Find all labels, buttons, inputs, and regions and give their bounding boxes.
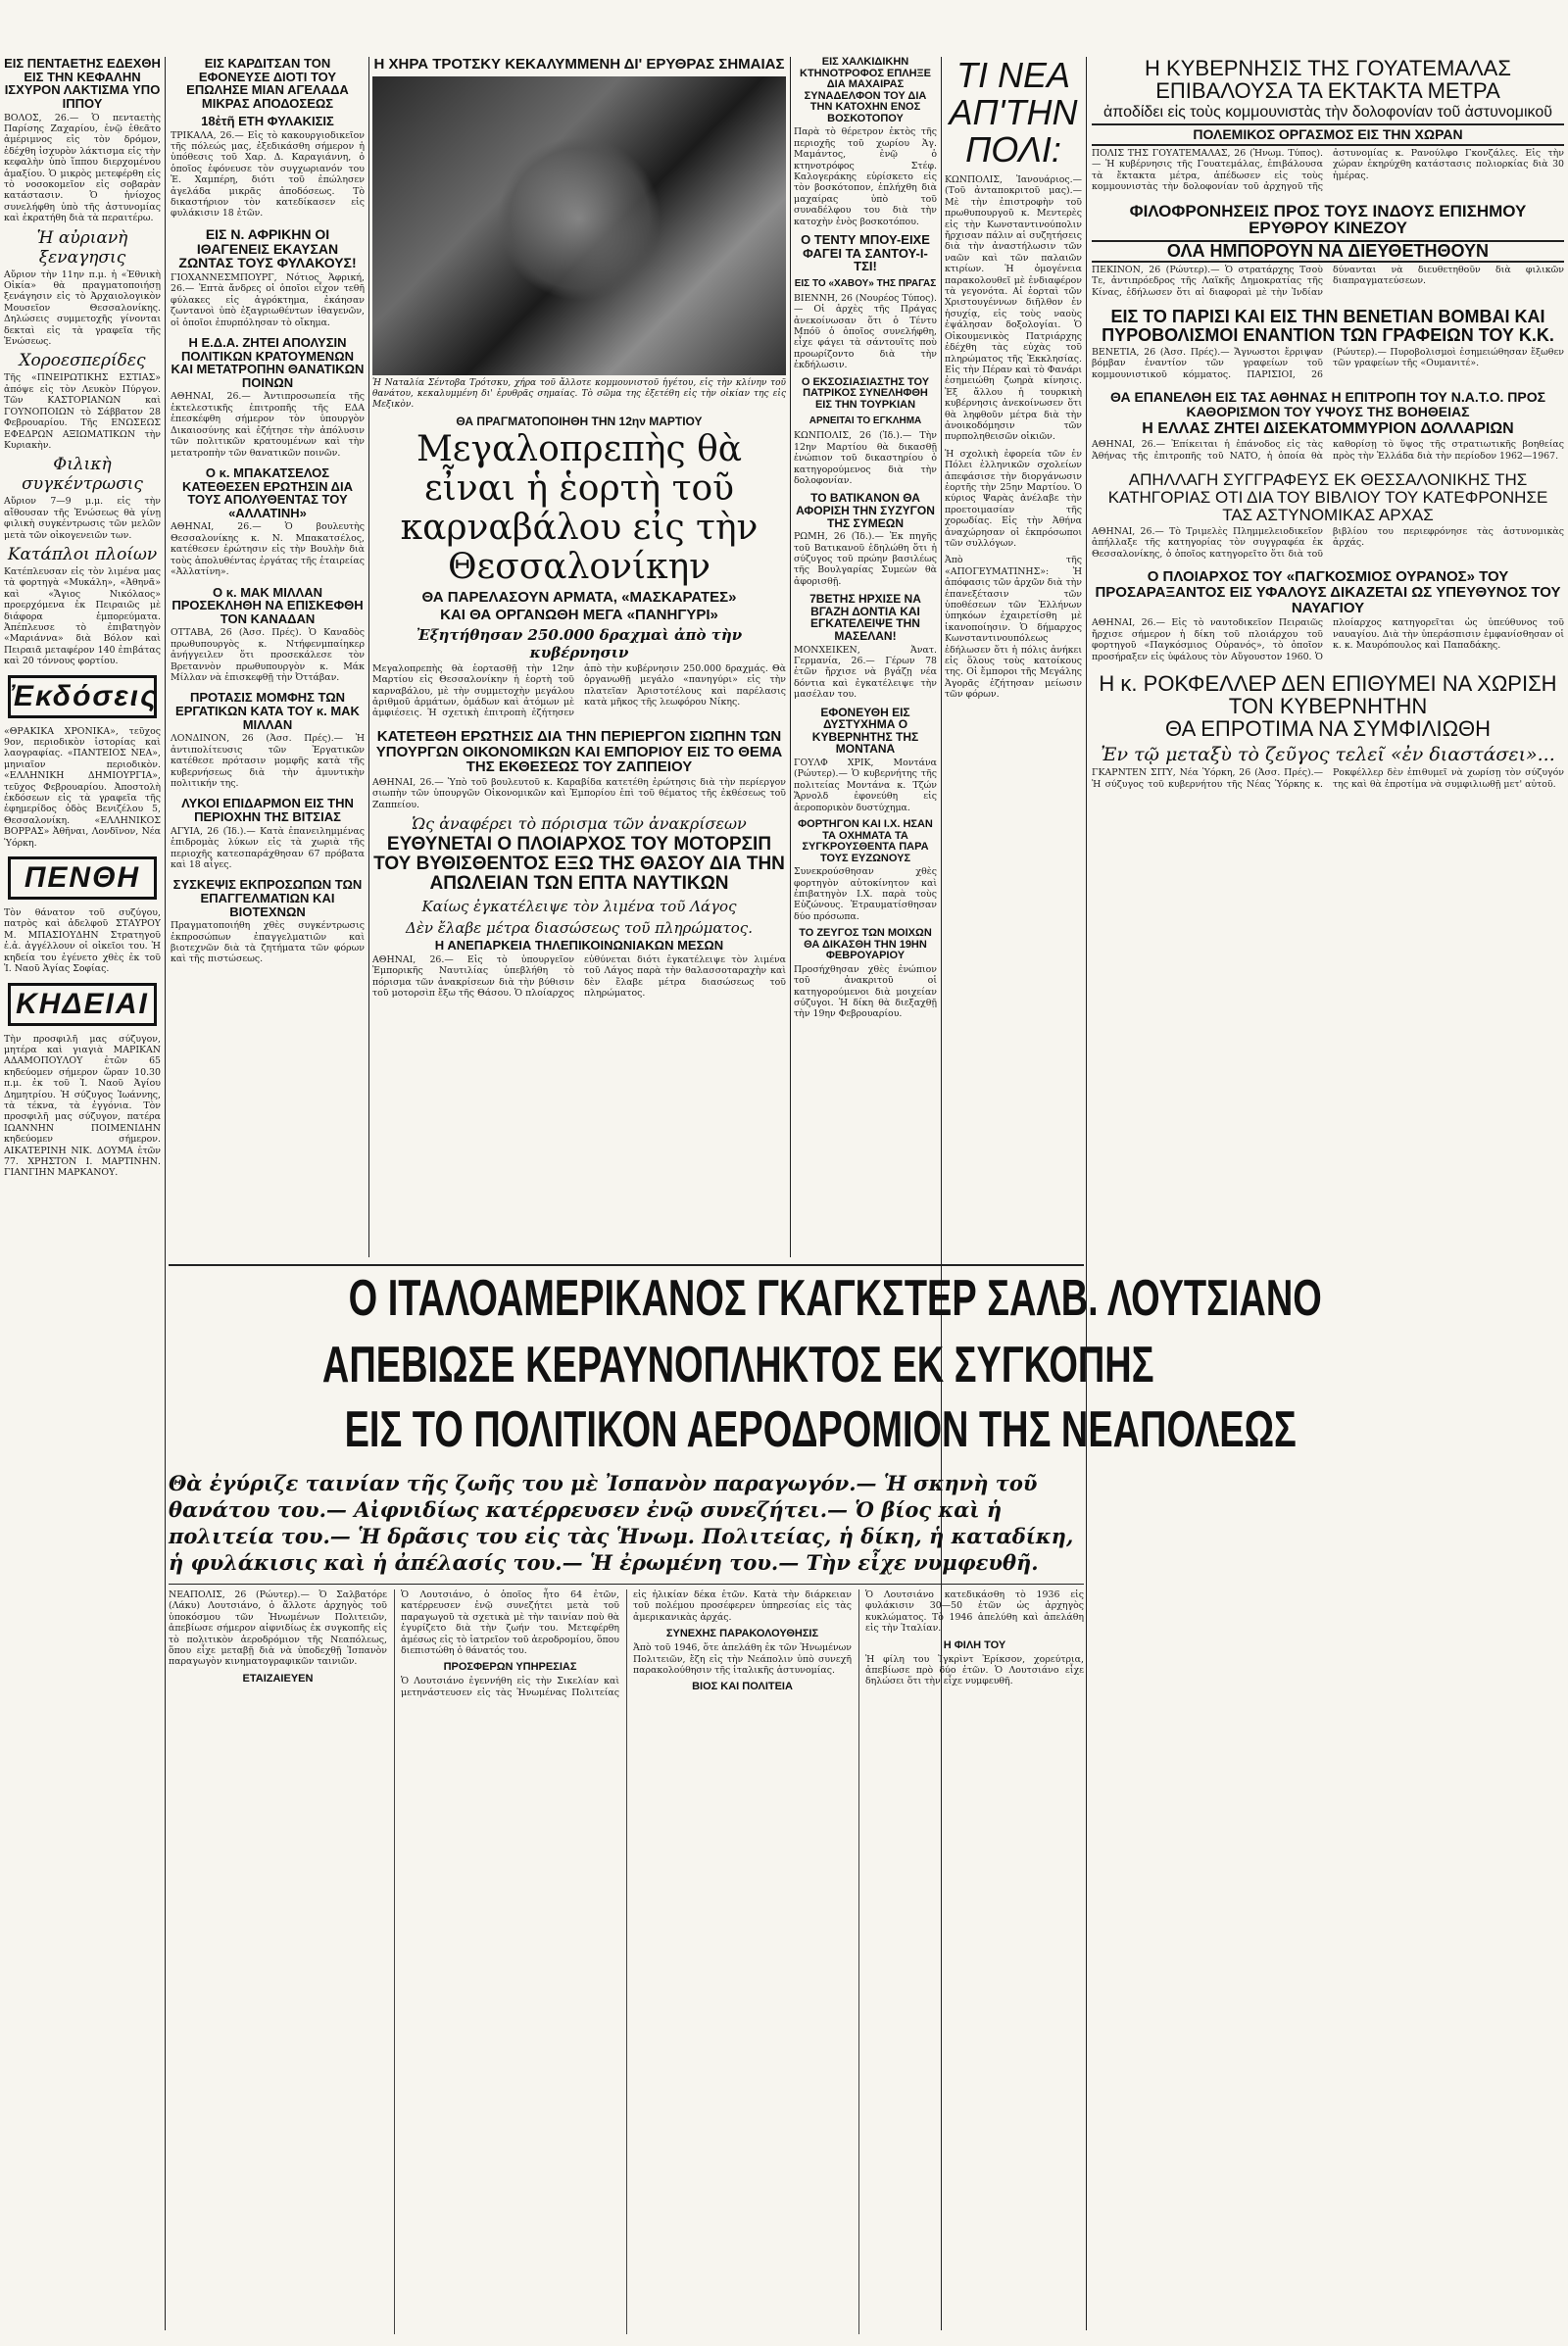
column-rule <box>790 57 791 1257</box>
col1-text-4: Αὔριον 7—9 μ.μ. εἰς τὴν αἴθουσαν τῆς Ἑνώσεως θὰ γίνῃ φιλικὴ συγκέντρωσις τῶν μελῶν μετὰ τῶν οἰκογενειῶν των. <box>4 496 161 541</box>
col1-section-1: Ἡ αὐριανὴ ξεναγησις <box>36 227 128 268</box>
column-5 <box>945 57 1082 701</box>
lead-dek-rule <box>169 1584 1084 1585</box>
column-4 <box>794 57 937 1020</box>
col1-text-5: Κατέπλευσαν εἰς τὸν λιμένα μας τὰ φορτηγὰ «Μυκάλη», «Ἀθηνᾶ» καὶ «Ἄγιος Νικόλαος» προερχόμενα ἐκ Πειραιῶς μὲ διάφορα ἐμπορεύματα. Ἀπέπλευσε τὸ ἐπιβατηγὸν «Μαριάννα» διὰ Βόλον καὶ Πειραιᾶ μεταφέρον 140 ἐπιβάτας καὶ 20 τόννους φορτίου. <box>4 565 161 667</box>
col2-text-2: ΓΙΟΧΑΝΝΕΣΜΠΟΥΡΓ, Νότιος Ἀφρική, 26.— Ἐπτὰ ἄνδρες οἱ ὁποῖοι εἶχον τεθῆ φύλακες εἰς ἀγρόκτημα, ἐκάησαν ζωντανοὶ ὑπὸ ἐξαγριωθέντων ἰθαγενῶν, οἱ ὁποῖοι ἐπυρπόλησαν τὸ οἴκημα. <box>171 271 365 328</box>
lead-headline-2-text: ΑΠΕΒΙΩΣΕ ΚΕΡΑΥΝΟΠΛΗΚΤΟΣ ΕΚ ΣΥΓΚΟΠΗΣ <box>321 1337 1154 1393</box>
col4-headline-4: ΤΟ ΒΑΤΙΚΑΝΟΝ ΘΑ ΑΦΟΡΙΣΗ ΤΗΝ ΣΥΖΥΓΟΝ ΤΗΣ ΣΥΜΕΩΝ <box>796 491 935 530</box>
col4-headline-5: 7ΒΕΤΗΣ ΗΡΧΙΣΕ ΝΑ ΒΓΑΖΗ ΔΟΝΤΙΑ ΚΑΙ ΕΓΚΑΤΕΛΕΙΨΕ ΤΗΝ ΜΑΣΕΛΑΝ! <box>809 592 921 643</box>
guatemala-subhead: ΠΟΛΕΜΙΚΟΣ ΟΡΓΑΣΜΟΣ ΕΙΣ ΤΗΝ ΧΩΡΑΝ <box>1092 123 1564 146</box>
rockefeller-sub: Ἐν τῷ μεταξὺ τὸ ζεῦγος τελεῖ «ἐν διαστάσει»... <box>1101 744 1555 766</box>
captain-text: ΑΘΗΝΑΙ, 26.— Εἰς τὸ ναυτοδικεῖον Πειραιῶς ἤρχισε σήμερον ἡ δίκη τοῦ πλοιάρχου τοῦ φορτηγοῦ «Παγκόσμιος Οὐρανός», τὸ ὁποῖον προσήραξεν εἰς ὑφάλους τὸν Αὔγουστον 1960. Ὁ πλοίαρχος κατηγορεῖται ὡς ὑπεύθυνος τοῦ ναυαγίου. Διὰ τὴν ὑπεράσπισιν ἐμφανίσθησαν οἱ κ. κ. Μαυρόπουλος καὶ Παπαδάκης. <box>1092 617 1564 662</box>
india-headline: ΦΙΛΟΦΡΟΝΗΣΕΙΣ ΠΡΟΣ ΤΟΥΣ ΙΝΔΟΥΣ ΕΠΙΣΗΜΟΥ ΕΡΥΘΡΟΥ ΚΙΝΕΖΟΥ <box>1129 201 1527 238</box>
author-headline: ΑΠΗΛΛΑΓΗ ΣΥΓΓΡΑΦΕΥΣ ΕΚ ΘΕΣΣΑΛΟΝΙΚΗΣ ΤΗΣ ΚΑΤΗΓΟΡΙΑΣ ΟΤΙ ΔΙΑ ΤΟΥ ΒΙΒΛΙΟΥ ΤΟΥ ΚΑΤΕΦΡΟΝΗΣΕ ΤΑΣ ΑΣΤΥΝΟΜΙΚΑΣ ΑΡΧΑΣ <box>1107 470 1548 524</box>
column-6 <box>1092 57 1564 790</box>
col1-section-2: Χοροεσπερίδες <box>19 351 146 371</box>
lead-text-5: Ὁ Λουτσιάνο κατεδικάσθη τὸ 1936 εἰς φυλάκισιν 30—50 ἐτῶν ὡς ἀρχηγὸς κυκλώματος. Τὸ 1946 ἀπελύθη καὶ ἀπελάθη εἰς τὴν Ἰταλίαν. <box>865 1589 1084 1635</box>
lead-text-2: Ὁ Λουτσιάνο, ὁ ὁποῖος ἦτο 64 ἐτῶν, κατέρρευσεν ἐνῷ συνεζήτει μετὰ τοῦ παραγωγοῦ τὰ σχετικὰ μὲ τὴν ταινίαν ποὺ θὰ ἐγυρίζετο διὰ τὴν ζωήν του. Μετεφέρθη ἀμέσως εἰς τὸ ἰατρεῖον τοῦ ἀεροδρομίου, ὅπου διεπιστώθη ὁ θάνατός του. <box>401 1589 619 1657</box>
col4-headline-1: ΕΙΣ ΧΑΛΚΙΔΙΚΗΝ ΚΤΗΝΟΤΡΟΦΟΣ ΕΠΛΗΞΕ ΔΙΑ ΜΑΧΑΙΡΑΣ ΣΥΝΑΔΕΛΦΟΝ ΤΟΥ ΔΙΑ ΤΗΝ ΚΑΤΟΧΗΝ ΕΝΟΣ ΒΟΣΚΟΤΟΠΟΥ <box>800 56 931 124</box>
carnival-sub-2: ΚΑΙ ΘΑ ΟΡΓΑΝΩΘΗ ΜΕΓΑ «ΠΑΝΗΓΥΡΙ» <box>440 606 718 623</box>
carnival-text: Μεγαλοπρεπὴς θὰ ἑορτασθῇ τὴν 12ην Μαρτίου εἰς Θεσσαλονίκην ἡ ἑορτὴ τοῦ καρναβάλου, μὲ τὴν συμμετοχὴν μεγάλου ἀριθμοῦ ἁρμάτων, ὁμάδων καὶ ἀτόμων μὲ ἀμφιέσεις. Ἡ σχετικὴ ἐπιτροπὴ ἐζήτησεν ἀπὸ τὴν κυβέρνησιν 250.000 δραχμάς. Θὰ ὀργανωθῇ μεγάλο «πανηγύρι» εἰς τὴν πλατεῖαν Ἀριστοτέλους καὶ παρέλασις κατὰ μῆκος τῆς λεωφόρου Νίκης. <box>372 662 786 719</box>
ship-sub-2: Δὲν ἔλαβε μέτρα διασώσεως τοῦ πληρώματος. <box>406 919 753 938</box>
nato-subhead: Η ΕΛΛΑΣ ΖΗΤΕΙ ΔΙΣΕΚΑΤΟΜΜΥΡΙΟΝ ΔΟΛΛΑΡΙΩΝ <box>1142 419 1514 437</box>
carnival-sub-1: ΘΑ ΠΑΡΕΛΑΣΟΥΝ ΑΡΜΑΤΑ, «ΜΑΣΚΑΡΑΤΕΣ» <box>421 588 737 606</box>
col1-headline-1: ΕΙΣ ΠΕΝΤΑΕΤΗΣ ΕΔΕΧΘΗ ΕΙΣ ΤΗΝ ΚΕΦΑΛΗΝ ΙΣΧΥΡΟΝ ΛΑΚΤΙΣΜΑ ΥΠΟ ΙΠΠΟΥ <box>4 56 161 111</box>
india-subhead: ΟΛΑ ΗΜΠΟΡΟΥΝ ΝΑ ΔΙΕΥΘΕΤΗΘΟΥΝ <box>1092 240 1564 263</box>
col1-text-1: ΒΟΛΟΣ, 26.— Ὁ πενταετὴς Παρίσης Ζαχαρίου, ἐνῷ ἐθεᾶτο ἀμέριμνος εἰς τὸν δρόμον, ἐδέχθη ἰσχυρὸν λάκτισμα εἰς τὴν κεφαλὴν ὑπὸ ἵππου διερχομένου ἁμαξίου. Ὁ μικρὸς μετεφέρθη εἰς τὸ νοσοκομεῖον εἰς σοβαρὰν κατάστασιν. Ὁ ἡνίοχος συνελήφθη ὑπὸ τῆς ἀστυνομίας καὶ ἐκρατήθη διὰ τὰ περαιτέρω. <box>4 112 161 224</box>
col2-headline-7: ΛΥΚΟΙ ΕΠΙΔΑΡΜΟΝ ΕΙΣ ΤΗΝ ΠΕΡΙΟΧΗΝ ΤΗΣ ΒΙΤΣΙΑΣ <box>181 796 354 825</box>
col4-headline-6: ΕΦΟΝΕΥΘΗ ΕΙΣ ΔΥΣΤΥΧΗΜΑ Ο ΚΥΒΕΡΝΗΤΗΣ ΤΗΣ ΜΟΝΤΑΝΑ <box>811 705 919 757</box>
lead-headline-1-text: Ο ΙΤΑΛΟΑΜΕΡΙΚΑΝΟΣ ΓΚΑΓΚΣΤΕΡ ΣΑΛΒ. ΛΟΥΤΣΙΑΝΟ <box>348 1270 1322 1327</box>
carnival-kicker: ΘΑ ΠΡΑΓΜΑΤΟΠΟΙΗΘΗ ΤΗΝ 12ην ΜΑΡΤΙΟΥ <box>456 414 703 428</box>
lead-text-6: Ἡ φίλη του Ἰγκρὶντ Ἐρίκσον, χορεύτρια, ἀπεβίωσε πρὸ δύο ἐτῶν. Ὁ Λουτσιάνο εἶχε δηλώσει ὅτι τὴν εἶχε νυμφευθῆ. <box>865 1653 1084 1687</box>
lead-headline-3-text: ΕΙΣ ΤΟ ΠΟΛΙΤΙΚΟΝ ΑΕΡΟΔΡΟΜΙΟΝ ΤΗΣ ΝΕΑΠΟΛΕΩΣ <box>344 1401 1297 1458</box>
col4-text-1: Παρὰ τὸ θέρετρον ἐκτὸς τῆς περιοχῆς τοῦ χωρίου Ἁγ. Μαμάντος, ἐνῷ ὁ κτηνοτρόφος Στέφ. Καλογεράκης εὑρίσκετο εἰς τὸν βοσκότοπον, ἐπλήχθη διὰ μαχαίρας ὑπὸ τοῦ συναδέλφου του διὰ τὴν κατοχὴν ἑνὸς βοσκοτόπου. <box>794 126 937 227</box>
lead-sub-4: ΣΥΝΕΧΗΣ ΠΑΡΑΚΟΛΟΥΘΗΣΙΣ <box>665 1628 819 1640</box>
col2-text-1: ΤΡΙΚΑΛΑ, 26.— Εἰς τὸ κακουργιοδικεῖον τῆς πόλεώς μας, ἐξεδικάσθη σήμερον ἡ ὑπόθεσις τοῦ Χαρ. Δ. Καραγιάννη, ὁ ὁποῖος ἐφόνευσε τὸν συγχωριανόν του Ἐ. Χαμπέρη, διότι τοῦ ἐπώλησεν ἀγελάδα μικρᾶς ἀποδόσεως. Τὸ δικαστήριον τὸν κατεδίκασεν εἰς φυλάκισιν 18 ἐτῶν. <box>171 129 365 220</box>
funerals-box: ΚΗΔΕΙΑΙ <box>8 983 157 1026</box>
author-text: ΑΘΗΝΑΙ, 26.— Τὸ Τριμελὲς Πλημμελειοδικεῖον ἀπήλλαξε τῆς κατηγορίας τὸν συγγραφέα ἐκ Θεσσαλονίκης, ὁ ὁποῖος κατηγορεῖτο ὅτι διὰ τοῦ βιβλίου του περιεφρόνησε τὰς ἀστυνομικὰς ἀρχάς. <box>1092 525 1564 560</box>
mourning-box: ΠΕΝΘΗ <box>8 856 157 900</box>
ship-text: ΑΘΗΝΑΙ, 26.— Εἰς τὸ ὑπουργεῖον Ἐμπορικῆς Ναυτιλίας ὑπεβλήθη τὸ πόρισμα τῶν ἀνακρίσεων διὰ τὴν βύθισιν τοῦ μοτορσὶπ ἔξω τῆς Θάσου. Ὁ πλοίαρχος εὐθύνεται διότι ἐγκατέλειψε τὸν λιμένα τοῦ Λάγος παρὰ τὴν θαλασσοταραχὴν καὶ δὲν ἔλαβε μέτρα διασώσεως τοῦ πληρώματος. <box>372 953 786 999</box>
bombs-headline: ΕΙΣ ΤΟ ΠΑΡΙΣΙ ΚΑΙ ΕΙΣ ΤΗΝ ΒΕΝΕΤΙΑΝ ΒΟΜΒΑΙ ΚΑΙ ΠΥΡΟΒΟΛΙΣΜΟΙ ΕΝΑΝΤΙΟΝ ΤΩΝ ΓΡΑΦΕΙΩΝ ΤΟΥ Κ.Κ. <box>1102 307 1554 346</box>
india-text: ΠΕΚΙΝΟΝ, 26 (Ρώυτερ).— Ὁ στρατάρχης Τσοὺ Τε, ἀντιπρόεδρος τῆς Λαϊκῆς Δημοκρατίας τῆς Κίνας, ἐδήλωσεν ὅτι αἱ διαφοραὶ μὲ τὴν Ἰνδίαν δύνανται νὰ διευθετηθοῦν διὰ φιλικῶν διαπραγματεύσεων. <box>1092 265 1564 298</box>
ship-kicker: Ὡς ἀναφέρει τὸ πόρισμα τῶν ἀνακρίσεων <box>412 814 747 834</box>
col4-headline-3: Ο ΕΚΣΟΣΙΑΣΙΑΣΤΗΣ ΤΟΥ ΠΑΤΡΙΚΟΣ ΣΥΝΕΛΗΦΘΗ ΕΙΣ ΤΗΝ ΤΟΥΡΚΙΑΝ <box>801 375 930 411</box>
carnival-headline: Μεγαλοπρεπὴς θὰ εἶναι ἡ ἑορτὴ τοῦ καρναβάλου εἰς τὴν Θεσσαλονίκην <box>400 428 759 587</box>
nato-headline: ΘΑ ΕΠΑΝΕΛΘΗ ΕΙΣ ΤΑΣ ΑΘΗΝΑΣ Η ΕΠΙΤΡΟΠΗ ΤΟΥ Ν.Α.Τ.Ο. ΠΡΟΣ ΚΑΘΟΡΙΣΜΟΝ ΤΟΥ ΥΨΟΥΣ ΤΗΣ ΒΟΗΘΕΙΑΣ <box>1109 389 1546 419</box>
lead-headline-2 <box>169 1337 1154 1393</box>
lead-top-rule <box>169 1264 1084 1266</box>
column-2 <box>171 57 365 965</box>
col2-headline-5: Ο κ. ΜΑΚ ΜΙΛΛΑΝ ΠΡΟΣΕΚΛΗΘΗ ΝΑ ΕΠΙΣΚΕΦΘΗ ΤΟΝ ΚΑΝΑΔΑΝ <box>172 584 364 626</box>
col2-text-8: Πραγματοποιήθη χθὲς συγκέντρωσις ἐκπροσώπων ἐπαγγελματιῶν καὶ βιοτεχνῶν διὰ τὰ ζητήματα τῶν φόρων καὶ τῆς πιστώσεως. <box>171 920 365 965</box>
column-rule <box>165 57 166 2330</box>
lead-headline-3 <box>169 1401 1297 1458</box>
lead-sub-3: ΠΡΟΣΦΕΡΩΝ ΥΠΗΡΕΣΙΑΣ <box>443 1661 577 1674</box>
col1-text-3: Τῆς «ΠΝΕΙΡΩΤΙΚΗΣ ΕΣΤΙΑΣ» ἀπόψε εἰς τὸν Λευκὸν Πύργον. Τῶν ΚΑΣΤΟΡΙΑΝΩΝ καὶ ΓΟΥΝΟΠΟΙΩΝ τὸ Σάββατον 28 Φεβρουαρίου. Τῆς ΕΝΩΣΕΩΣ ΕΦΕΔΡΩΝ ΑΞΙΩΜΑΤΙΚΩΝ τὴν Κυριακὴν. <box>4 372 161 451</box>
col2-headline-1: ΕΙΣ ΚΑΡΔΙΤΣΑΝ ΤΟΝ ΕΦΟΝΕΥΣΕ ΔΙΟΤΙ ΤΟΥ ΕΠΩΛΗΣΕ ΜΙΑΝ ΑΓΕΛΑΔΑ ΜΙΚΡΑΣ ΑΠΟΔΟΣΕΩΣ <box>186 56 349 111</box>
ship-headline: ΕΥΘΥΝΕΤΑΙ Ο ΠΛΟΙΑΡΧΟΣ ΤΟΥ ΜΟΤΟΡΣΙΠ ΤΟΥ ΒΥΘΙΣΘΕΝΤΟΣ ΕΞΩ ΤΗΣ ΘΑΣΟΥ ΔΙΑ ΤΗΝ ΑΠΩΛΕΙΑΝ ΤΩΝ ΕΠΤΑ ΝΑΥΤΙΚΩΝ <box>373 834 785 895</box>
col1-section-3: Φιλικὴ συγκέντρωσις <box>22 455 143 495</box>
column-3 <box>372 57 786 999</box>
column-1 <box>4 57 161 1179</box>
lead-text-4: Ἀπὸ τοῦ 1946, ὅτε ἀπελάθη ἐκ τῶν Ἡνωμένων Πολιτειῶν, ἔζη εἰς τὴν Νεάπολιν ὑπὸ συνεχῆ παρακολούθησιν τῆς ἰταλικῆς ἀστυνομίας. <box>633 1642 852 1677</box>
col2-text-6: ΛΟΝΔΙΝΟΝ, 26 (Ἀσσ. Πρές).— Ἡ ἀντιπολίτευσις τῶν Ἐργατικῶν κατέθεσε πρότασιν μομφῆς κατὰ τῆς κυβερνήσεως διὰ τὴν ἀμυντικὴν πολιτικήν της. <box>171 733 365 789</box>
col2-text-7: ΑΓΥΙΑ, 26 (Ἰδ.).— Κατὰ ἐπανειλημμένας ἐπιδρομὰς λύκων εἰς τὰ χωριὰ τῆς περιοχῆς κατεσπαράχθησαν 67 πρόβατα καὶ 18 αἶγες. <box>171 825 365 870</box>
col4-headline-2: Ο ΤΕΝΤΥ ΜΠΟΥ-ΕΙΧΕ ΦΑΓΕΙ ΤΑ ΣΑΝΤΟΥ-Ι-ΤΣΙ! <box>801 231 930 274</box>
zappeion-text: ΑΘΗΝΑΙ, 26.— Ὑπὸ τοῦ βουλευτοῦ κ. Καραβίδα κατετέθη ἐρώτησις διὰ τὴν περίεργον σιωπὴν τῶν ὑπουργῶν Οἰκονομικῶν καὶ Ἐμπορίου ἐπὶ τοῦ θέματος τῆς ἐκθέσεως τοῦ Ζαππείου. <box>372 777 786 810</box>
lead-headline-1 <box>169 1270 1322 1327</box>
col4-headline-8: ΤΟ ΖΕΥΓΟΣ ΤΩΝ ΜΟΙΧΩΝ ΘΑ ΔΙΚΑΣΘΗ ΤΗΝ 19ΗΝ ΦΕΒΡΟΥΑΡΙΟΥ <box>799 927 932 962</box>
ship-sub-1: Καίως ἐγκατέλειψε τὸν λιμένα τοῦ Λάγος <box>421 898 737 916</box>
col4-text-4: ΡΩΜΗ, 26 (Ἰδ.).— Ἐκ πηγῆς τοῦ Βατικανοῦ ἐδηλώθη ὅτι ἡ σύζυγος τοῦ πρώην βασιλέως τῆς Βουλγαρίας Συμεὼν θὰ ἀφορισθῇ. <box>794 531 937 587</box>
column-rule <box>368 57 369 1257</box>
lead-dek: Θὰ ἐγύριζε ταινίαν τῆς ζωῆς του μὲ Ἰσπανὸν παραγωγόν.— Ἡ σκηνὴ τοῦ θανάτου του.— Αἰφνιδίως κατέρρευσεν ἐνῷ συνεζήτει.— Ὁ βίος καὶ ἡ πολιτεία του.— Ἡ δρᾶσις του εἰς τὰς Ἡνωμ. Πολιτείας, ἡ δίκη, ἡ καταδίκη, ἡ φυλάκισις καὶ ἡ ἀπέλασίς του.— Ἡ ἐρωμένη του.— Τὴν εἶχε νυμφευθῆ. <box>169 1471 1074 1575</box>
captain-headline: Ο ΠΛΟΙΑΡΧΟΣ ΤΟΥ «ΠΑΓΚΟΣΜΙΟΣ ΟΥΡΑΝΟΣ» ΤΟΥ ΠΡΟΣΑΡΑΞΑΝΤΟΣ ΕΙΣ ΥΦΑΛΟΥΣ ΔΙΚΑΖΕΤΑΙ ΩΣ ΥΠΕΥΘΥΝΟΣ ΤΟΥ ΝΑΥΑΓΙΟΥ <box>1095 568 1561 616</box>
col4-subhead-3: ΑΡΝΕΙΤΑΙ ΤΟ ΕΓΚΛΗΜΑ <box>808 415 922 427</box>
col2-headline-6: ΠΡΟΤΑΣΙΣ ΜΟΜΦΗΣ ΤΩΝ ΕΡΓΑΤΙΚΩΝ ΚΑΤΑ ΤΟΥ κ. ΜΑΚ ΜΙΛΛΑΝ <box>175 690 360 732</box>
rockefeller-subhead: ΘΑ ΕΠΡΟΤΙΜΑ ΝΑ ΣΥΜΦΙΛΙΩΘΗ <box>1164 716 1492 742</box>
guatemala-sub: ἀποδίδει εἰς τοὺς κομμουνιστὰς τὴν δολοφονίαν τοῦ ἀστυνομικοῦ <box>1103 104 1552 122</box>
col2-headline-4: Ο κ. ΜΠΑΚΑΤΣΕΛΟΣ ΚΑΤΕΘΕΣΕΝ ΕΡΩΤΗΣΙΝ ΔΙΑ ΤΟΥΣ ΑΠΟΛΥΘΕΝΤΑΣ ΤΟΥ «ΑΛΛΑΤΙΝΗ» <box>182 464 353 520</box>
col1-text-7: Τὸν θάνατον τοῦ συζύγου, πατρὸς καὶ ἀδελφοῦ ΣΤΑΥΡΟΥ Μ. ΜΠΑΣΙΟΥΔΗΝ Στρατηγοῦ ἐ.ἀ. ἀγγέλλουν οἱ οἰκεῖοι του. Ἡ κηδεία του ἐγένετο χθὲς ἐκ τοῦ Ἱ. Ναοῦ Ἁγίας Σοφίας. <box>4 907 161 975</box>
lead-body <box>169 1589 1084 2334</box>
trotsky-photo <box>372 76 786 375</box>
carnival-sub-3: Ἐξητήθησαν 250.000 δραχμαὶ ἀπὸ τὴν κυβέρνησιν <box>416 625 743 661</box>
col4-text-5: ΜΟΝΧΕΙΚΕΝ, Ἀνατ. Γερμανία, 26.— Γέρων 78 ἐτῶν ἤρχισε νὰ βγάζῃ νέα δόντια καὶ ἐγκατέλειψε τὴν μασέλαν του. <box>794 644 937 701</box>
col1-text-6: «ΘΡΑΚΙΚΑ ΧΡΟΝΙΚΑ», τεῦχος 9ον, περιοδικὸν ἱστορίας καὶ λαογραφίας. «ΠΑΝΤΕΙΟΣ ΝΕΑ», μηνιαῖον περιοδικὸν. «ΕΛΛΗΝΙΚΗ ΔΗΜΙΟΥΡΓΙΑ», τεῦχος Φεβρουαρίου. Ἀποστολὴ ἐκδόσεων εἰς τὰ γραφεῖα τῆς ἐφημερίδος ὁδὸς Βενιζέλου 5, Θεσσαλονίκη. «ΕΛΛΗΝΙΚΟΣ ΒΟΡΡΑΣ» Ἀθῆναι, Λονδῖνον, Νέα Ὑόρκη. <box>4 725 161 849</box>
col2-text-4: ΑΘΗΝΑΙ, 26.— Ὁ βουλευτὴς Θεσσαλονίκης κ. Ν. Μπακατσέλος, κατέθεσεν ἐρώτησιν εἰς τὴν Βουλὴν διὰ τοὺς ἀπολυθέντας ἐργάτας τῆς ἐταιρείας «Ἀλλατίνη». <box>171 521 365 578</box>
polis-text-2: Ἡ σχολικὴ ἐφορεία τῶν ἐν Πόλει ἑλληνικῶν σχολείων ἀπεφάσισε τὴν διοργάνωσιν ἑορτῆς τὴν 25ην Μαρτίου. Ὁ κύριος Ψαρὰς ἀνέλαβε τὴν προετοιμασίαν τῆς χορωδίας. Εἰς τὴν Ἀθήνα ἀναχώρησαν οἱ ἐκπρόσωποι τῶν συλλόγων. <box>945 448 1082 549</box>
lead-sub-5: ΒΙΟΣ ΚΑΙ ΠΟΛΙΤΕΙΑ <box>692 1681 793 1693</box>
col4-text-2: ΒΙΕΝΝΗ, 26 (Νουρέος Τύπος).— Οἱ ἀρχὲς τῆς Πράγας ἀνεκοίνωσαν ὅτι ὁ Τέντυ Μπόϋ ὁ ὁποῖος συνελήφθη, εἶχε φάγει τὰ σάντουϊτς ποὺ προωρίζοντο διὰ τὴν ἐκδήλωσιν. <box>794 292 937 371</box>
rockefeller-headline: Η κ. ΡΟΚΦΕΛΛΕΡ ΔΕΝ ΕΠΙΘΥΜΕΙ ΝΑ ΧΩΡΙΣΗ ΤΟΝ ΚΥΒΕΡΝΗΤΗΝ <box>1099 670 1557 718</box>
nato-text: ΑΘΗΝΑΙ, 26.— Ἐπίκειται ἡ ἐπάνοδος εἰς τὰς Ἀθήνας τῆς ἐπιτροπῆς τοῦ ΝΑΤΟ, ἡ ὁποία θὰ καθορίσῃ τὸ ὕψος τῆς στρατιωτικῆς βοηθείας πρὸς τὴν Ἑλλάδα διὰ τὴν περίοδον 1962—1967. <box>1092 439 1564 462</box>
guatemala-text: ΠΟΛΙΣ ΤΗΣ ΓΟΥΑΤΕΜΑΛΑΣ, 26 (Ἠνωμ. Τύπος).— Ἡ κυβέρνησις τῆς Γουατεμάλας, ἐπιβάλουσα τὰ ἔκτακτα μέτρα, ἀπέδωσεν εἰς τοὺς κομμουνιστὰς τὴν δολοφονίαν τοῦ ἀρχηγοῦ τῆς ἀστυνομίας κ. Ρανούλφο Γκονζάλες. Εἰς τὴν χώραν ἐκηρύχθη κατάστασις πολιορκίας διὰ 30 ἡμέρας. <box>1092 147 1564 193</box>
col4-text-3: ΚΩΝΠΟΛΙΣ, 26 (Ἰδ.).— Τὴν 12ην Μαρτίου θὰ δικασθῇ ἐνώπιον τοῦ δικαστηρίου ὁ κατηγορούμενος διὰ τὴν δολοφονίαν. <box>794 430 937 486</box>
col2-text-5: ΟΤΤΑΒΑ, 26 (Ἀσσ. Πρές). Ὁ Καναδὸς πρωθυπουργὸς κ. Ντήφενμπαίηκερ ἀνήγγειλεν ὅτι προσεκάλεσε τὸν Βρεταννὸν πρωθυπουργὸν κ. Μάκ Μίλλαν νὰ ἐπισκεφθῇ τὴν Ὀττάβαν. <box>171 627 365 684</box>
guatemala-headline: Η ΚΥΒΕΡΝΗΣΙΣ ΤΗΣ ΓΟΥΑΤΕΜΑΛΑΣ ΕΠΙΒΑΛΟΥΣΑ ΤΑ ΕΚΤΑΚΤΑ ΜΕΤΡΑ <box>1145 56 1511 104</box>
polis-headline: ΤΙ ΝΕΑ ΑΠ'ΤΗΝ ΠΟΛΙ: <box>949 55 1078 170</box>
bombs-text: ΒΕΝΕΤΙΑ, 26 (Ἀσσ. Πρές).— Ἄγνωστοι ἔρριψαν βόμβαν ἐναντίον τῶν γραφείων τοῦ κομμουνιστικοῦ κόμματος. ΠΑΡΙΣΙΟΙ, 26 (Ρώυτερ).— Πυροβολισμοὶ ἐσημειώθησαν ἔξωθεν τῶν γραφείων τῆς «Ουμανιτέ». <box>1092 347 1564 380</box>
column-rule <box>1086 57 1087 2330</box>
col1-section-4: Κατάπλοι πλοίων <box>7 544 158 564</box>
polis-text-3: Ἀπὸ τῆς «ΑΠΟΓΕΥΜΑΤΙΝΗΣ»: Ἡ ἀπόφασις τῶν ἀρχῶν διὰ τὴν ἐπανεξέτασιν τῶν ὑποθέσεων τῶν Ἑλλήνων ὑπηκόων ἐχαιρετίσθη μὲ ἱκανοποίησιν. Ὁ δήμαρχος Κωνσταντινουπόλεως ἐδήλωσεν ὅτι ἡ πόλις ἀνήκει εἰς ὅλους τοὺς κατοίκους της. Οἱ ἔμποροι τῆς Μεγάλης Ἀγορᾶς ἐζήτησαν μείωσιν τῶν φόρων. <box>945 555 1082 701</box>
lead-sub-2: ΕΤΑΙΖΑΙΕΥΕΝ <box>242 1672 314 1685</box>
lead-text-1: ΝΕΑΠΟΛΙΣ, 26 (Ρώυτερ).— Ὁ Σαλβατόρε (Λάκυ) Λουτσιάνο, ὁ ἄλλοτε ἀρχηγὸς τοῦ ὑποκόσμου τῶν Ἡνωμένων Πολιτειῶν, ἀπεβίωσε σήμερον αἰφνιδίως ἐκ συγκοπῆς εἰς τὸ πολιτικὸν ἀεροδρόμιον τῆς Νεαπόλεως, ὅπου εἶχε μεταβῇ διὰ νὰ ὑποδεχθῇ Ἰσπανὸν παραγωγὸν κινηματογραφικῶν ταινιῶν. <box>169 1589 387 1668</box>
trotsky-headline: Η ΧΗΡΑ ΤΡΟΤΣΚΥ ΚΕΚΑΛΥΜΜΕΝΗ ΔΙ' ΕΡΥΘΡΑΣ ΣΗΜΑΙΑΣ <box>373 56 785 73</box>
col2-headline-3: Η Ε.Δ.Α. ΖΗΤΕΙ ΑΠΟΛΥΣΙΝ ΠΟΛΙΤΙΚΩΝ ΚΡΑΤΟΥΜΕΝΩΝ ΚΑΙ ΜΕΤΑΤΡΟΠΗΝ ΘΑΝΑΤΙΚΩΝ ΠΟΙΝΩΝ <box>171 334 365 390</box>
polis-text-1: ΚΩΝΠΟΛΙΣ, Ἰανουάριος.— (Τοῦ ἀνταποκριτοῦ μας).— Μὲ τὴν ἐπιστροφὴν τοῦ πρωθυπουργοῦ κ. Μεντερὲς εἰς τὴν Κωνσταντινούπολιν ἤρχισαν πάλιν αἱ συζητήσεις διὰ τὴν ἀναστήλωσιν τῶν ναῶν καὶ τῶν παλαιῶν κτιρίων. Ἡ ὁμογένεια παρακολουθεῖ μὲ ἐνδιαφέρον τὰ γεγονότα. Αἱ ἑορταὶ τῶν Χριστουγέννων διῆλθον ἐν ἡσυχίᾳ, εἰς τοὺς ναοὺς ἐψάλησαν δοξολογίαι. Ὁ Οἰκουμενικὸς Πατριάρχης ἐδέχθη τὰς εὐχὰς τοῦ πληρώματος τῆς Ἐκκλησίας. Εἰς τὴν Πέραν καὶ τὸ Φανάρι ἐσημειώθη ζωηρὰ κίνησις. Ἐξ ἄλλου ἡ τουρκικὴ κυβέρνησις ἀνεκοίνωσεν ὅτι θὰ ληφθοῦν μέτρα διὰ τὴν ἀνοικοδόμησιν τῶν πυρποληθεισῶν οἰκιῶν. <box>945 174 1082 443</box>
col4-text-8: Προσήχθησαν χθὲς ἐνώπιον τοῦ ἀνακριτοῦ οἱ κατηγορούμενοι διὰ μοιχείαν σύζυγοι. Ἡ δίκη θὰ διεξαχθῇ τὴν 19ην Φεβρουαρίου. <box>794 963 937 1020</box>
zappeion-headline: ΚΑΤΕΤΕΘΗ ΕΡΩΤΗΣΙΣ ΔΙΑ ΤΗΝ ΠΕΡΙΕΡΓΟΝ ΣΙΩΠΗΝ ΤΩΝ ΥΠΟΥΡΓΩΝ ΟΙΚΟΝΟΜΙΚΩΝ ΚΑΙ ΕΜΠΟΡΙΟΥ ΕΙΣ ΤΟ ΘΕΜΑ ΤΗΣ ΕΚΘΕΣΕΩΣ ΤΟΥ ΖΑΠΠΕΙΟΥ <box>375 727 783 776</box>
lead-sub-6: Η ΦΙΛΗ ΤΟΥ <box>943 1638 1006 1651</box>
col4-text-7: Συνεκρούσθησαν χθὲς φορτηγὸν αὐτοκίνητον καὶ ἐπιβατηγὸν Ι.Χ. παρὰ τοὺς Εὐζώνους. Ἐτραυματίσθησαν δύο πρόσωπα. <box>794 866 937 922</box>
col4-text-6: ΓΟΥΛΦ ΧΡΙΚ, Μοντάνα (Ρώυτερ).— Ὁ κυβερνήτης τῆς πολιτείας Μοντάνα κ. Τζών Ἄρνολδ ἐφονεύθη εἰς ἀεροπορικὸν δυστύχημα. <box>794 757 937 813</box>
ship-subhead: Η ΑΝΕΠΑΡΚΕΙΑ ΤΗΛΕΠΙΚΟΙΝΩΝΙΑΚΩΝ ΜΕΣΩΝ <box>434 938 724 953</box>
col2-text-3: ΑΘΗΝΑΙ, 26.— Ἀντιπροσωπεία τῆς ἐκτελεστικῆς ἐπιτροπῆς τῆς ΕΔΑ ἐπεσκέφθη σήμερον τὸν ὑπουργὸν Δικαιοσύνης καὶ ἐζήτησε τὴν ἀπόλυσιν τῶν πολιτικῶν κρατουμένων καὶ τὴν μετατροπὴν τῶν θανατικῶν ποινῶν. <box>171 391 365 459</box>
col2-headline-8: ΣΥΣΚΕΨΙΣ ΕΚΠΡΟΣΩΠΩΝ ΤΩΝ ΕΠΑΓΓΕΛΜΑΤΙΩΝ ΚΑΙ ΒΙΟΤΕΧΝΩΝ <box>172 877 363 919</box>
col4-subhead-2: ΕΙΣ ΤΟ «ΧΑΒΟΥ» ΤΗΣ ΠΡΑΓΑΣ <box>794 277 937 289</box>
rockefeller-text: ΓΚΑΡΝΤΕΝ ΣΙΤΥ, Νέα Ὑόρκη, 26 (Ἀσσ. Πρές).— Ἡ σύζυγος τοῦ κυβερνήτου τῆς Νέας Ὑόρκης κ. Ροκφέλλερ δὲν ἐπιθυμεῖ νὰ χωρίσῃ τὸν σύζυγόν της καὶ θὰ ἐπροτίμα νὰ συμφιλιωθῇ μετ' αὐτοῦ. <box>1092 767 1564 790</box>
trotsky-caption: Ἡ Ναταλία Σέντοβα Τρότσκυ, χήρα τοῦ ἄλλοτε κομμουνιστοῦ ἡγέτου, εἰς τὴν κλίνην τοῦ θανάτου, κεκαλυμμένη δι' ἐρυθρᾶς σημαίας. Τὸ σῶμα της ἐξετέθη εἰς τὴν οἰκίαν της εἰς Μεξικὸν. <box>372 377 786 410</box>
col1-text-2: Αὔριον τὴν 11ην π.μ. ἡ «Ἐθνικὴ Οἰκία» θὰ πραγματοποιήσῃ ξενάγησιν εἰς τὸ Ἀρχαιολογικὸν Μουσεῖον Θεσσαλονίκης. Δηλώσεις συμμετοχῆς γίνονται δεκταὶ εἰς τὰ γραφεῖα τῆς Ἑνώσεως. <box>4 269 161 348</box>
col2-headline-2: ΕΙΣ Ν. ΑΦΡΙΚΗΝ ΟΙ ΙΘΑΓΕΝΕΙΣ ΕΚΑΥΣΑΝ ΖΩΝΤΑΣ ΤΟΥΣ ΦΥΛΑΚΟΥΣ! <box>178 225 357 271</box>
col4-headline-7: ΦΟΡΤΗΓΟΝ ΚΑΙ Ι.Χ. ΗΣΑΝ ΤΑ ΟΧΗΜΑΤΑ ΤΑ ΣΥΓΚΡΟΥΣΘΕΝΤΑ ΠΑΡΑ ΤΟΥΣ ΕΥΖΩΝΟΥΣ <box>798 818 933 864</box>
lead-text-3: Ὁ Λουτσιάνο ἐγεννήθη εἰς τὴν Σικελίαν καὶ μετηνάστευσεν εἰς τὰς Ἡνωμένας Πολιτείας εἰς ἡλικίαν δέκα ἐτῶν. Κατὰ τὴν διάρκειαν τοῦ πολέμου προσέφερεν ὑπηρεσίας εἰς τὰς ἀμερικανικὰς ἀρχάς. <box>401 1589 852 1698</box>
publications-box: Ἐκδόσεις <box>8 675 157 718</box>
col2-subhead-1: 18ἐτῆ ΕΤΗ ΦΥΛΑΚΙΣΙΣ <box>201 113 334 128</box>
col1-text-8: Τὴν προσφιλῆ μας σύζυγον, μητέρα καὶ γιαγιὰ ΜΑΡΙΚΑΝ ΑΔΑΜΟΠΟΥΛΟΥ ἐτῶν 65 κηδεύομεν σήμερον ὥραν 10.30 π.μ. ἐκ τοῦ Ἱ. Ναοῦ Ἁγίου Δημητρίου. Ἡ σύζυγος Ἰωάννης, τὰ τέκνα, τὰ ἐγγόνια. Τὸν προσφιλῆ μας σύζυγον, πατέρα ΙΩΑΝΝΗΝ ΠΟΙΜΕΝΙΔΗΝ κηδεύομεν σήμερον. ΑΙΚΑΤΕΡΙΝΗ ΝΙΚ. ΔΟΥΜΑ ἐτῶν 77. ΧΡΗΣΤΟΝ Ι. ΜΑΡΤΙΝΗΝ. ΓΙΑΝΓΙΗΝ ΜΑΡΚΑΝΟΥ. <box>4 1033 161 1179</box>
